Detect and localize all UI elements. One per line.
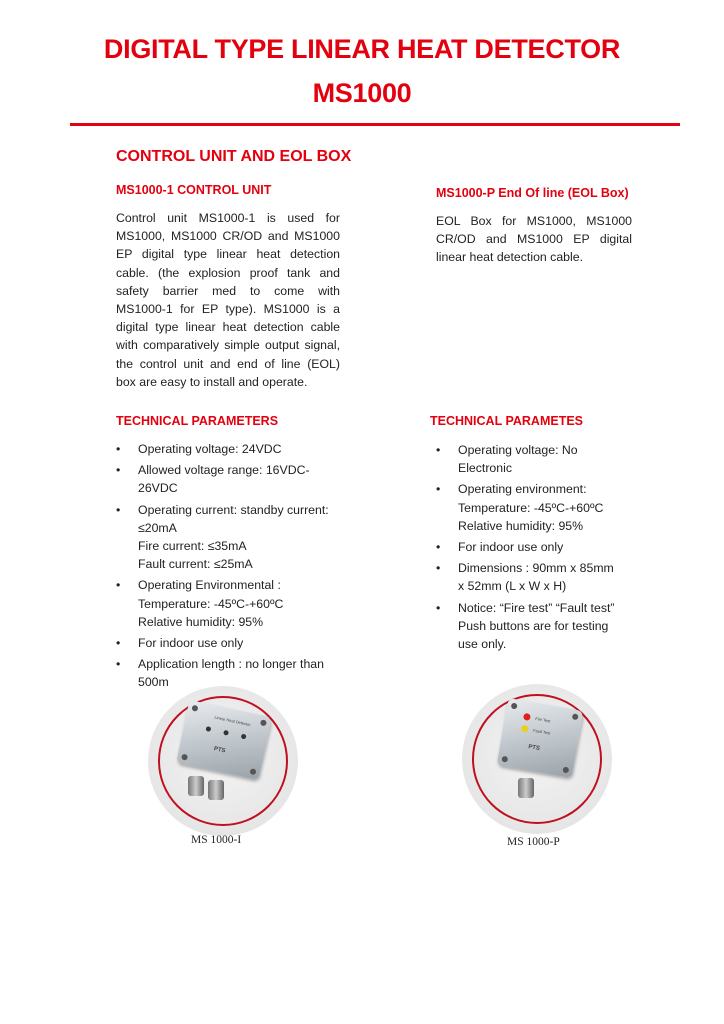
control-unit-heading: MS1000-1 CONTROL UNIT	[116, 183, 272, 197]
param-text: Push buttons are for testing	[458, 618, 609, 633]
cable-gland	[208, 780, 224, 800]
param-text: Operating environment:	[458, 482, 587, 497]
title-divider	[70, 123, 680, 126]
eol-box-heading: MS1000-P End Of line (EOL Box)	[436, 186, 629, 200]
bullet-icon: •	[436, 443, 441, 457]
param-text: Allowed voltage range: 16VDC-	[138, 463, 310, 478]
control-unit-description: Control unit MS1000-1 is used for MS1000, MS1000 CR/OD and MS1000 EP digital type linear heat detection cable. (the explosion proof tank and safety barrier med to come with MS1000-1 for EP type). MS1000 is a digital type linear heat detection cable with comparatively simple output signal, the control unit and end of line (EOL) box are easy to install and operate.	[116, 211, 340, 389]
screw	[511, 703, 518, 710]
param-item	[436, 441, 646, 477]
bullet-icon: •	[116, 442, 121, 456]
indicator-led	[223, 730, 229, 736]
bullet-icon: •	[436, 561, 441, 576]
screw	[249, 768, 256, 775]
bullet-icon: •	[436, 600, 441, 615]
fire-test-button	[523, 713, 531, 721]
bullet-icon: •	[116, 636, 121, 651]
bullet-icon: •	[436, 482, 441, 497]
eol-box-description: EOL Box for MS1000, MS1000 CR/OD and MS1000 EP digital linear heat detection cable.	[436, 214, 632, 265]
eol-box-params-list	[436, 441, 646, 656]
indicator-led	[241, 734, 247, 740]
eol-box-enclosure	[497, 698, 584, 778]
param-text: Temperature: -45ºC-+60ºC	[458, 500, 604, 515]
param-text: Operating Environmental :	[138, 578, 281, 593]
bullet-icon: •	[116, 578, 121, 593]
control-unit-params-heading: TECHNICAL PARAMETERS	[116, 414, 279, 428]
param-text: ≤20mA	[138, 520, 177, 535]
param-text: Dimensions : 90mm x 85mm	[458, 561, 614, 576]
indicator-led	[205, 726, 211, 732]
param-item	[436, 599, 646, 654]
screw	[260, 719, 267, 726]
param-item	[436, 538, 646, 556]
screw	[191, 705, 198, 712]
bullet-icon: •	[116, 502, 121, 517]
param-text: Temperature: -45ºC-+60ºC	[138, 596, 284, 611]
param-item	[116, 440, 356, 458]
param-text: For indoor use only	[138, 636, 244, 651]
screw	[562, 766, 569, 773]
param-text: Fault current: ≤25mA	[138, 557, 253, 572]
param-item	[116, 501, 356, 574]
bullet-icon: •	[116, 657, 121, 672]
document-title-line1: DIGITAL TYPE LINEAR HEAT DETECTOR	[103, 34, 621, 64]
fault-test-label: Fault Test	[532, 727, 551, 736]
param-text: Fire current: ≤35mA	[138, 539, 247, 554]
document-title-line2: MS1000	[312, 78, 412, 108]
param-item	[116, 576, 356, 631]
param-text: Relative humidity: 95%	[138, 614, 264, 629]
section-heading: CONTROL UNIT AND EOL BOX	[116, 148, 352, 165]
eol-box-caption: MS 1000-P	[507, 836, 560, 848]
param-text: Electronic	[458, 461, 512, 476]
param-item	[436, 559, 646, 595]
param-text: Operating current: standby current:	[138, 502, 329, 517]
param-text: Operating voltage: No	[458, 443, 578, 457]
enclosure-brand: PTS	[527, 744, 541, 753]
enclosure-brand: PTS	[213, 746, 226, 755]
param-text: x 52mm (L x W x H)	[458, 579, 567, 594]
param-text: For indoor use only	[458, 540, 564, 555]
eol-box-params-heading: TECHNICAL PARAMETES	[430, 414, 584, 428]
control-unit-params-list	[116, 440, 356, 695]
param-text: Relative humidity: 95%	[458, 518, 584, 533]
enclosure-label: Linear Heat Detector	[214, 714, 252, 728]
control-unit-caption: MS 1000-I	[191, 834, 242, 846]
eol-box-photo	[462, 684, 612, 834]
bullet-icon: •	[436, 540, 441, 555]
fault-test-button	[521, 725, 529, 733]
param-item	[116, 461, 356, 497]
param-text: Operating voltage: 24VDC	[138, 442, 282, 456]
control-unit-photo	[148, 686, 298, 836]
bullet-icon: •	[116, 463, 121, 478]
cable-gland	[518, 778, 534, 798]
param-item	[116, 634, 356, 652]
screw	[181, 754, 188, 761]
param-text: 500m	[138, 675, 169, 690]
param-text: Application length : no longer than	[138, 657, 324, 672]
param-text: Notice: “Fire test” “Fault test”	[458, 600, 615, 615]
cable-gland	[188, 776, 204, 796]
screw	[501, 756, 508, 763]
param-item	[436, 480, 646, 535]
screw	[572, 713, 579, 720]
param-text: use only.	[458, 637, 507, 652]
param-text: 26VDC	[138, 481, 178, 496]
fire-test-label: Fire Test	[534, 715, 551, 724]
